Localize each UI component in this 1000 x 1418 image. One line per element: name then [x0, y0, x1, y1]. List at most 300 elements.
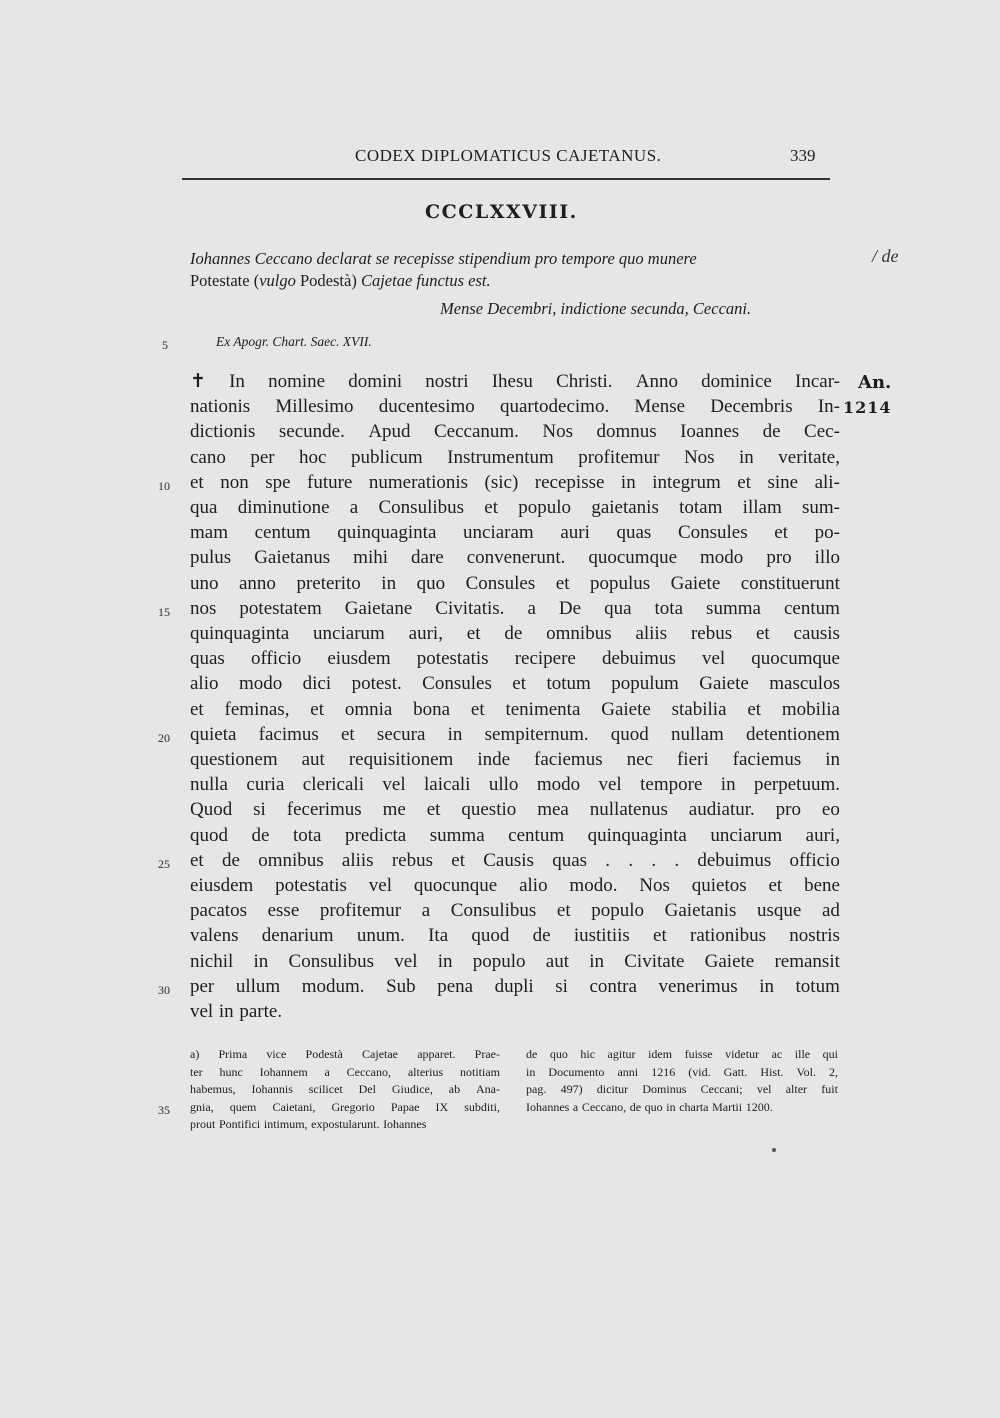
footnote-right-word: vel	[756, 1082, 772, 1096]
body-word: masculos	[769, 673, 840, 695]
footnote-left-word: intimum,	[263, 1117, 308, 1131]
body-word: et	[555, 572, 570, 594]
body-word: et	[484, 497, 499, 519]
body-word: profitemur	[319, 900, 402, 922]
body-word: omnia	[344, 698, 393, 720]
footnote-right-word: 1216	[651, 1064, 676, 1079]
footnote-right-word: pag.	[526, 1082, 547, 1096]
body-word: Ita	[428, 925, 449, 947]
body-word: alio	[519, 875, 548, 897]
body-word: nichil	[190, 950, 234, 972]
body-word: Ceccanum.	[434, 421, 519, 443]
body-word: tenimenta	[505, 698, 581, 720]
body-word: ducentesimo	[378, 396, 475, 418]
body-word: modo	[238, 673, 283, 695]
body-line	[190, 419, 840, 444]
body-word: Causis	[483, 849, 534, 871]
body-word: modo	[700, 547, 744, 569]
body-word: ullo	[488, 774, 519, 796]
footnote-right-word: Ceccani;	[700, 1082, 743, 1096]
footnote-left-word: ab	[448, 1082, 461, 1096]
body-line	[190, 369, 840, 394]
body-word: Consulibus	[450, 900, 537, 922]
body-word: veritate,	[778, 446, 840, 468]
body-line	[190, 520, 840, 545]
body-word: et	[512, 673, 527, 695]
footnote-right-word: hic	[580, 1047, 596, 1061]
body-word: hoc	[299, 446, 327, 468]
body-word: vel	[701, 648, 726, 670]
body-word: spe	[265, 471, 291, 493]
body-word: Christi.	[556, 371, 613, 392]
body-word: de	[221, 849, 240, 871]
running-title: CODEX DIPLOMATICUS CAJETANUS.	[355, 146, 662, 165]
body-word: auri	[560, 522, 590, 544]
body-word: quod	[471, 925, 510, 947]
body-word: Instrumentum	[447, 446, 554, 468]
body-word: venerimus	[658, 975, 738, 997]
footnote-right-word: Hist.	[760, 1064, 784, 1079]
body-word: me	[382, 799, 406, 821]
summary-seg-c: Podestà)	[295, 271, 361, 290]
footnote-right-word: Ceccano,	[581, 1099, 627, 1114]
body-word: future	[307, 471, 353, 493]
body-word: In-	[817, 396, 840, 418]
body-word: totum	[546, 673, 591, 695]
date-line: Mense Decembri, indictione secunda, Ceccani.	[440, 299, 752, 318]
body-word: valens	[190, 925, 239, 947]
body-word: in	[447, 723, 463, 745]
body-word: questionem	[190, 749, 278, 771]
body-word: recipere	[514, 648, 576, 670]
footnote-right-word: 2,	[829, 1064, 838, 1079]
body-word: .	[651, 849, 657, 871]
body-word: aliis	[635, 623, 668, 645]
footnote-right-word: alter	[785, 1082, 808, 1096]
body-line	[190, 898, 840, 923]
footnote-right-word: idem	[648, 1047, 673, 1061]
body-word: pro	[766, 547, 792, 569]
body-word: et	[426, 799, 441, 821]
document-body	[190, 369, 840, 1024]
body-word: curia	[246, 774, 285, 796]
footnote-right-word: fuit	[821, 1082, 838, 1096]
body-word: non	[220, 471, 249, 493]
body-word: unciaram	[463, 522, 534, 544]
body-word: diminutione	[237, 497, 330, 519]
body-word: populo	[591, 900, 645, 922]
body-word: in	[589, 950, 605, 972]
body-word: ✝	[190, 371, 206, 392]
body-word: pulus	[190, 547, 232, 569]
body-word: requisitionem	[348, 749, 454, 771]
footnote-right-line	[526, 1046, 838, 1064]
body-word: Gaietane	[344, 597, 413, 619]
body-word: faciemus	[534, 749, 603, 771]
body-word: Civitate	[624, 950, 685, 972]
body-word: iustitiis	[573, 925, 630, 947]
body-word: de	[504, 623, 523, 645]
body-word: predicta	[345, 824, 407, 846]
body-word: debuimus	[601, 648, 676, 670]
body-word: feminas,	[224, 698, 290, 720]
body-word: Consulibus	[378, 497, 465, 519]
body-line	[190, 545, 840, 570]
body-word: unciarum	[313, 623, 385, 645]
body-word: nostris	[789, 925, 840, 947]
body-word: vel	[382, 774, 406, 796]
footnote-right-word: 497)	[560, 1082, 583, 1096]
body-word: quinquaginta	[337, 522, 437, 544]
footnote-right-word: Documento	[548, 1064, 605, 1079]
body-word: et	[190, 849, 204, 871]
header-rule	[182, 178, 830, 180]
summary-line-2	[190, 270, 830, 292]
body-word: uno	[190, 572, 219, 594]
body-word: qua	[604, 597, 632, 619]
body-word: causis	[793, 623, 840, 645]
footnote-left-word: prout	[190, 1117, 216, 1131]
body-word: quo	[416, 572, 446, 594]
body-word: mam	[190, 522, 228, 544]
body-word: Ioannes	[680, 421, 740, 443]
body-word: cano	[190, 446, 226, 468]
body-word: et	[190, 698, 204, 720]
body-word: fecerimus	[286, 799, 362, 821]
body-word: ali-	[814, 471, 840, 493]
body-word: bene	[804, 875, 840, 897]
body-word: .	[674, 849, 680, 871]
body-word: in	[739, 446, 754, 468]
body-word: dominice	[701, 371, 772, 392]
body-word: et	[470, 698, 485, 720]
body-word: integrum	[652, 471, 721, 493]
body-word: vel	[368, 875, 393, 897]
body-word: quas	[190, 648, 225, 670]
body-word: omnibus	[258, 849, 324, 871]
footnote-left-word: Iohannes	[383, 1117, 427, 1131]
footnote-left-word: a)	[190, 1047, 200, 1061]
body-word: Cec-	[804, 421, 840, 443]
body-word: per	[250, 446, 275, 468]
body-word: totam	[679, 497, 723, 519]
body-word: a	[527, 597, 536, 619]
body-word: quas	[616, 522, 652, 544]
body-word: nec	[626, 749, 653, 771]
footnote-right-line	[526, 1099, 838, 1117]
body-word: et	[768, 875, 783, 897]
footnote-right-word: Gatt.	[723, 1064, 748, 1079]
body-word: anno	[239, 572, 276, 594]
body-word: auri,	[805, 824, 840, 846]
body-word: fieri	[676, 749, 709, 771]
body-word: in	[720, 774, 736, 796]
body-word: faciemus	[732, 749, 802, 771]
summary-text: Ceccano declarat se recepisse stipendium pro tempore quo munere	[254, 249, 697, 268]
body-line	[190, 974, 840, 999]
body-word: mihi	[353, 547, 389, 569]
body-word: si	[253, 799, 266, 821]
body-word: tota	[654, 597, 684, 619]
body-word: eiusdem	[327, 648, 391, 670]
summary-seg-d: Cajetae functus est.	[360, 271, 491, 290]
body-line	[190, 697, 840, 722]
footnote-left-word: habemus,	[190, 1082, 236, 1096]
body-word: et	[755, 623, 770, 645]
footnote-right-word: Vol.	[796, 1064, 816, 1079]
body-line	[190, 797, 840, 822]
body-word: Millesimo	[275, 396, 354, 418]
body-word: Consules	[422, 673, 492, 695]
footnote-left-word: Ana-	[475, 1082, 500, 1096]
body-word: in	[381, 572, 397, 594]
footnote-left-line	[190, 1099, 500, 1117]
body-word: .	[628, 849, 634, 871]
ink-dot	[772, 1148, 776, 1152]
line-number-35: 35	[158, 1103, 170, 1117]
footnote-right-word: in	[666, 1099, 676, 1114]
body-word: in	[437, 950, 453, 972]
body-word: preterito	[296, 572, 361, 594]
body-word: stabilia	[671, 698, 727, 720]
footnote-right-word: Dominus	[642, 1082, 687, 1096]
footnote-right-line	[526, 1081, 838, 1099]
line-number-20: 20	[158, 731, 170, 745]
footnote-right-column	[526, 1046, 838, 1116]
body-word: et	[341, 723, 355, 745]
body-line	[190, 621, 840, 646]
body-word: .	[605, 849, 611, 871]
body-word: si	[555, 975, 568, 997]
body-word: nomine	[268, 371, 326, 392]
body-word: unum.	[356, 925, 405, 947]
body-word: qua	[190, 497, 218, 519]
body-word: eiusdem	[190, 875, 254, 897]
document-number: CCCLXXVIII.	[425, 201, 578, 223]
footnote-right-word: Martii	[712, 1099, 743, 1114]
body-word: modum.	[301, 975, 365, 997]
body-word: In	[229, 371, 245, 392]
body-word: perpetuum.	[753, 774, 840, 796]
body-word: vel	[394, 950, 418, 972]
footnote-right-word: qui	[822, 1047, 838, 1061]
document-summary	[190, 248, 830, 292]
footnote-left-word: quem	[229, 1099, 257, 1114]
footnote-right-word: in	[526, 1064, 536, 1079]
body-word: auri,	[408, 623, 443, 645]
body-word: Apud	[368, 421, 411, 443]
footnote-right-word: de	[629, 1099, 642, 1114]
body-word: populus	[589, 572, 651, 594]
body-word: recepisse	[534, 471, 605, 493]
body-word: parte.	[239, 1001, 283, 1023]
summary-line-1	[190, 248, 830, 270]
footnote-right-word: quo	[549, 1047, 568, 1061]
body-word: centum	[783, 597, 840, 619]
body-word: pacatos	[190, 900, 247, 922]
body-word: potestatis	[416, 648, 489, 670]
body-word: eo	[821, 799, 840, 821]
body-word: constituerunt	[740, 572, 840, 594]
body-word: numerationis	[368, 471, 469, 493]
body-line	[190, 722, 840, 747]
body-word: Sub	[386, 975, 416, 997]
body-word: Incar-	[795, 371, 840, 392]
body-word: et	[310, 698, 324, 720]
footnote-left-word: a	[324, 1064, 330, 1079]
footnote-left-word: Caietani,	[272, 1099, 316, 1114]
footnote-right-word: de	[526, 1047, 538, 1061]
body-word: tota	[293, 824, 322, 846]
body-word: audiatur.	[688, 799, 755, 821]
footnote-left-word: notitiam	[460, 1064, 500, 1079]
footnote-left-word: Podestà	[305, 1047, 343, 1061]
body-word: usque	[757, 900, 802, 922]
body-word: quocunque	[413, 875, 498, 897]
body-word: quod	[190, 824, 228, 846]
footnote-left-word: ter	[190, 1064, 203, 1079]
body-word: officio	[789, 849, 840, 871]
body-word: aut	[545, 950, 569, 972]
line-number-10: 10	[158, 479, 170, 493]
footnote-left-word: Iohannis	[251, 1082, 293, 1096]
body-word: aut	[301, 749, 325, 771]
body-word: rebus	[391, 849, 433, 871]
body-word: publicum	[350, 446, 423, 468]
body-word: esse	[267, 900, 300, 922]
body-word: ullum	[235, 975, 281, 997]
body-word: gaietanis	[591, 497, 659, 519]
body-word: a	[421, 900, 431, 922]
footnote-left-word: Giudice,	[391, 1082, 433, 1096]
footnote-right-word: fuisse	[684, 1047, 713, 1061]
body-word: dici	[302, 673, 332, 695]
footnote-left-word: IX	[435, 1099, 449, 1114]
body-line	[190, 848, 840, 873]
body-line	[190, 495, 840, 520]
footnote-right-word: quo	[644, 1099, 663, 1114]
body-word: nullam	[671, 723, 724, 745]
body-word: Consules	[677, 522, 748, 544]
body-word: convenerunt.	[466, 547, 566, 569]
footnote-left-word: subditi,	[464, 1099, 500, 1114]
footnote-right-word: ac	[771, 1047, 783, 1061]
footnote-right-line	[526, 1064, 838, 1082]
body-word: modo	[536, 774, 581, 796]
footnote-left-word: Pontifici	[218, 1117, 261, 1131]
line-number-15: 15	[158, 605, 170, 619]
footnote-left-word: scilicet	[308, 1082, 343, 1096]
footnote-left-word: Cajetae	[362, 1047, 399, 1061]
body-word: dupli	[494, 975, 534, 997]
footnote-left-word: expostularunt.	[311, 1117, 380, 1131]
body-word: potestatem	[239, 597, 322, 619]
body-word: nostri	[425, 371, 469, 392]
body-word: domnus	[596, 421, 657, 443]
body-word: illo	[814, 547, 840, 569]
body-word: secura	[376, 723, 426, 745]
footnote-left-word: Iohannem	[259, 1064, 308, 1079]
footnote-left-line	[190, 1116, 500, 1134]
footnote-right-word: ille	[794, 1047, 811, 1061]
body-word: in	[825, 749, 840, 771]
body-word: Anno	[635, 371, 678, 392]
source-note: Ex Apogr. Chart. Saec. XVII.	[216, 334, 372, 349]
body-word: aliis	[341, 849, 374, 871]
body-line	[190, 999, 840, 1024]
body-word: facimus	[258, 723, 319, 745]
body-word: secunde.	[278, 421, 345, 443]
body-line	[190, 596, 840, 621]
body-word: Ihesu	[491, 371, 533, 392]
body-word: per	[190, 975, 215, 997]
body-word: po-	[814, 522, 840, 544]
body-word: summa	[706, 597, 761, 619]
footnote-left-word: Papae	[390, 1099, 420, 1114]
body-word: De	[558, 597, 582, 619]
body-line	[190, 923, 840, 948]
body-word: remansit	[774, 950, 840, 972]
footnote-left-column	[190, 1046, 500, 1134]
footnote-right-word: (vid.	[688, 1064, 711, 1079]
body-word: et	[190, 471, 204, 493]
body-word: in	[620, 471, 636, 493]
body-word: nulla	[190, 774, 228, 796]
body-line	[190, 949, 840, 974]
body-word: centum	[254, 522, 311, 544]
body-word: de	[251, 824, 270, 846]
body-word: rationibus	[690, 925, 767, 947]
body-line	[190, 470, 840, 495]
footnote-left-word: Del	[358, 1082, 376, 1096]
body-word: Nos	[542, 421, 574, 443]
body-word: et	[466, 623, 481, 645]
body-line	[190, 823, 840, 848]
body-word: modo.	[569, 875, 618, 897]
footnote-left-word: Ceccano,	[346, 1064, 391, 1079]
body-word: Consulibus	[288, 950, 375, 972]
body-word: de	[762, 421, 781, 443]
body-word: sine	[767, 471, 799, 493]
body-word: summa	[429, 824, 485, 846]
body-word: quietos	[691, 875, 747, 897]
body-word: denarium	[261, 925, 334, 947]
body-word: pena	[437, 975, 474, 997]
margin-correction: / de	[872, 246, 899, 266]
body-word: profitemur	[578, 446, 660, 468]
body-word: bona	[413, 698, 451, 720]
body-word: et	[556, 900, 571, 922]
line-number-30: 30	[158, 983, 170, 997]
summary-name: Iohannes	[190, 249, 251, 268]
body-word: Gaiete	[601, 698, 651, 720]
footnote-right-word: Iohannes	[526, 1099, 570, 1114]
footnote-left-line	[190, 1081, 500, 1099]
line-number-25: 25	[158, 857, 170, 871]
body-word: Decembris	[710, 396, 793, 418]
body-word: quocumque	[588, 547, 678, 569]
body-line	[190, 747, 840, 772]
footnote-left-word: hunc	[219, 1064, 243, 1079]
summary-seg-b: vulgo	[259, 271, 296, 290]
body-word: quas	[552, 849, 588, 871]
body-word: Mense	[634, 396, 686, 418]
body-word: nullatenus	[589, 799, 668, 821]
body-word: quod	[610, 723, 649, 745]
body-word: Nos	[639, 875, 670, 897]
body-line	[190, 646, 840, 671]
footnote-left-word: Gregorio	[331, 1099, 375, 1114]
